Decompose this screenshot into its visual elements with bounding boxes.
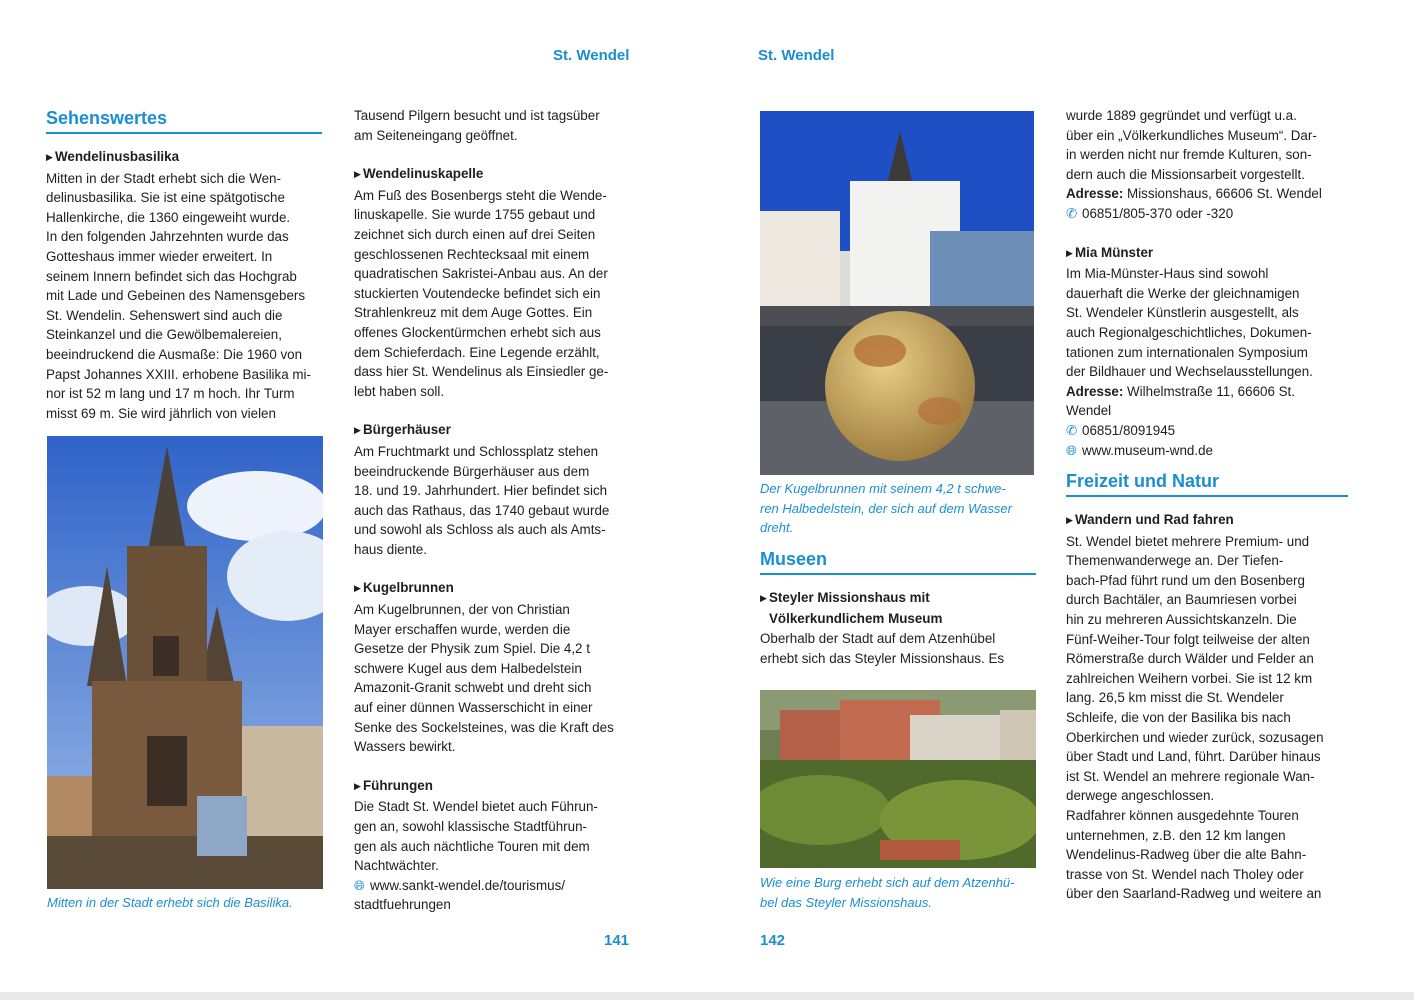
page-bottom-shadow [0,992,1414,1000]
triangle-right-icon: ▶ [1066,247,1073,258]
phone-icon: ✆ [1066,422,1078,438]
page141-col1 [46,106,322,423]
entry-title-steyler: ▶ Steyler Missionshaus mit [760,588,1036,610]
kugelbrunnen-caption: Der Kugelbrunnen mit seinem 4,2 t schwe- ren Halbedelstein, der sich auf dem Wasser dreht. [760,481,1012,536]
page141-col2: Tausend Pilgern besucht und ist tagsüber am Seiteneingang geöffnet. ▶ Wendelinuskapelle Am Fuß des Bosenbergs steht die Wende- linuskapelle. Sie wurde 1755 gebaut und zeichnet sich durch einen auf drei Seiten geschlossenen Rechtecksaal mit einem quadratischen Sakristei-Anbau aus. An der stuckierten Voutendecke befindet sich ein Strahlenkreuz mit dem Auge Gottes. Ein offenes Glockentürmchen erhebt sich aus dem Schieferdach. Eine Legende erzählt, dass hier St. Wendelinus als Einsiedler ge- lebt haben soll. ▶ Bürgerhäuser Am Fruchtmarkt und Schlossplatz stehen beeindruckende Bürgerhäuser aus dem 18. und 19. Jahrhundert. Hier befindet sich auch das Rathaus, das 1740 gebaut wurde und sowohl als Schloss als auch als Amts- haus diente. ▶ Kugelbrunnen Am Kugelbrunnen, der von Christian Mayer erschaffen wurde, werden die Gesetze der Physik zum Spiel. Die 4,2 t schwere Kugel aus dem Halbedelstein Amazonit-Granit schwebt und dreht sich auf einer dünnen Wasserschicht in einer Senke des Sockelsteines, was die Kraft des Wassers bewirkt. ▶ Führungen Die Stadt St. Wendel bietet auch Führun- gen an, sowohl klassische Stadtführun- gen als auch nächtliche Touren mit dem Nachtwächter. 🌐︎ www.sankt-wendel.de/tourismus/ stadtfuehrungen [354,106,634,915]
entry-title-fuehrungen: ▶ Führungen [354,776,634,798]
globe-icon: 🌐︎ [1066,442,1077,458]
entry-title-mia-muenster: ▶ Mia Münster [1066,243,1348,265]
page142-col2 [1066,106,1348,904]
page-number-right: 142 [760,932,786,949]
mia-web-link[interactable]: 🌐︎ www.museum-wnd.de [1066,441,1348,461]
kugelbrunnen-photo [760,111,1034,475]
entry-title-wendelinuskapelle: ▶ Wendelinuskapelle [354,164,634,186]
triangle-right-icon: ▶ [760,592,767,603]
mia-phone[interactable]: ✆ 06851/8091945 [1066,421,1348,441]
entry-title-wandern: ▶ Wandern und Rad fahren [1066,510,1348,532]
mia-text: Im Mia-Münster-Haus sind sowohl dauerhaft die Werke der gleichnamigen St. Wendeler Künstlerin ausgestellt, als auch Regionalgeschichtliches, Dokumen- tationen zum internationalen Symposium der Bildhauer und Wechselausstellungen. [1066,266,1313,380]
entry-title-kugelbrunnen: ▶ Kugelbrunnen [354,578,634,600]
page-number-left: 141 [604,932,630,949]
steyler-text: Oberhalb der Stadt auf dem Atzenhübel erhebt sich das Steyler Missionshaus. Es [760,630,1005,666]
triangle-right-icon: ▶ [354,780,361,791]
running-head-left: St. Wendel [553,47,630,64]
triangle-right-icon: ▶ [354,425,361,436]
triangle-right-icon: ▶ [1066,515,1073,526]
kapelle-text: Am Fuß des Bosenbergs steht die Wende- linuskapelle. Sie wurde 1755 gebaut und zeichnet sich durch einen auf drei Seiten geschlossenen Rechtecksaal mit einem quadratischen Sakristei-Anbau aus. An der stuckierten Voutendecke befindet sich ein Strahlenkreuz mit dem Auge Gottes. Ein offenes Glockentürmchen erhebt sich aus dem Schieferdach. Eine Legende erzählt, dass hier St. Wendelinus als Einsiedler ge- lebt haben soll. [354,187,609,399]
triangle-right-icon: ▶ [354,169,361,180]
steyler-phone[interactable]: ✆ 06851/805-370 oder -320 [1066,204,1348,224]
globe-icon: 🌐︎ [354,877,365,893]
basilika-caption: Mitten in der Stadt erhebt sich die Basilika. [47,895,293,910]
missionshaus-photo [760,690,1036,868]
page142-col1 [760,479,1036,668]
missionshaus-caption: Wie eine Burg erhebt sich auf dem Atzenhü- bel das Steyler Missionshaus. [760,875,1015,910]
triangle-right-icon: ▶ [354,583,361,594]
entry-title-steyler-line2: Völkerkundlichem Museum [769,611,943,627]
phone-icon: ✆ [1066,205,1078,221]
section-title-museen: Museen [760,547,1036,575]
wandern-text: St. Wendel bietet mehrere Premium- und Themenwanderwege an. Der Tiefen- bach-Pfad führt rund um den Bosenberg durch Bachtäler, an Baumriesen vorbei hin zu mehreren Aussichtskanzeln. Die Fünf-Weiher-Tour folgt teilweise der alten Römerstraße durch Wälder und Felder an zahlreichen Weihern vorbei. Sie ist 12 km lang. 26,5 km misst die St. Wendeler Schleife, die von der Basilika bis nach Oberkirchen und wieder zurück, sozusagen über Stadt und Land, führt. Darüber hinaus ist St. Wendel an mehrere regionale Wan- derwege angeschlossen. Radfahrer können ausgedehnte Touren unternehmen, z.B. den 12 km langen Wendelinus-Radweg über die alte Bahn- trasse von St. Wendel nach Tholey oder über den Saarland-Radweg und weitere an [1066,533,1324,902]
fuehrungen-link-cont[interactable]: stadtfuehrungen [354,897,451,913]
running-head-right: St. Wendel [758,47,835,64]
basilika-continued: Tausend Pilgern besucht und ist tagsüber [354,108,600,123]
buerger-text: Am Fruchtmarkt und Schlossplatz stehen beeindruckende Bürgerhäuser aus dem 18. und 19. Jahrhundert. Hier befindet sich auch das Rathaus, das 1740 gebaut wurde und sowohl als Schloss als auch als Amts- haus diente. [354,443,610,557]
fuehrungen-link[interactable]: 🌐︎ www.sankt-wendel.de/tourismus/ [354,876,634,896]
steyler-address: Adresse: Missionshaus, 66606 St. Wendel [1066,186,1322,202]
basilika-photo [47,436,323,889]
mia-address: Adresse: Wilhelmstraße 11, 66606 St. [1066,383,1295,399]
fuehrungen-text: Die Stadt St. Wendel bietet auch Führun- gen an, sowohl klassische Stadtführun- gen als auch nächtliche Touren mit dem Nachtwächter. [354,799,598,874]
basilika-text: Mitten in der Stadt erhebt sich die Wen- delinusbasilika. Sie ist eine spätgotische Hallenkirche, die 1360 eingeweiht wurde. In den folgenden Jahrzehnten wurde das Gotteshaus immer wieder erweitert. In seinem Innern befindet sich das Hochgrab mit Lade und Gebeinen des Namensgebers St. Wendelin. Sehenswert sind auch die Steinkanzel und die Gewölbemalereien, beeindruckend die Ausmaße: Die 1960 von Papst Johannes XXIII. erhobene Basilika mi- nor ist 52 m lang und 17 m hoch. Ihr Turm misst 69 m. Sie wird jährlich von vielen [46,170,311,421]
triangle-right-icon: ▶ [46,152,53,162]
mia-address-cont: Wendel [1066,403,1112,419]
steyler-continued: wurde 1889 gegründet und verfügt u.a. über ein „Völkerkundliches Museum“. Dar- in werden nicht nur fremde Kulturen, son- dern auch die Missionsarbeit vorgestellt. [1066,108,1317,182]
section-title-sehenswertes: Sehenswertes [46,106,322,134]
entry-title-wendelinusbasilika: ▶ Wendelinusbasilika [46,147,322,169]
kugel-text: Am Kugelbrunnen, der von Christian Mayer erschaffen wurde, werden die Gesetze der Physik zum Spiel. Die 4,2 t schwere Kugel aus dem Halbedelstein Amazonit-Granit schwebt und dreht sich auf einer dünnen Wasserschicht in einer Senke des Sockelsteines, was die Kraft des Wassers bewirkt. [354,602,614,755]
section-title-freizeit: Freizeit und Natur [1066,469,1348,497]
entry-title-buergerhaeuser: ▶ Bürgerhäuser [354,420,634,442]
